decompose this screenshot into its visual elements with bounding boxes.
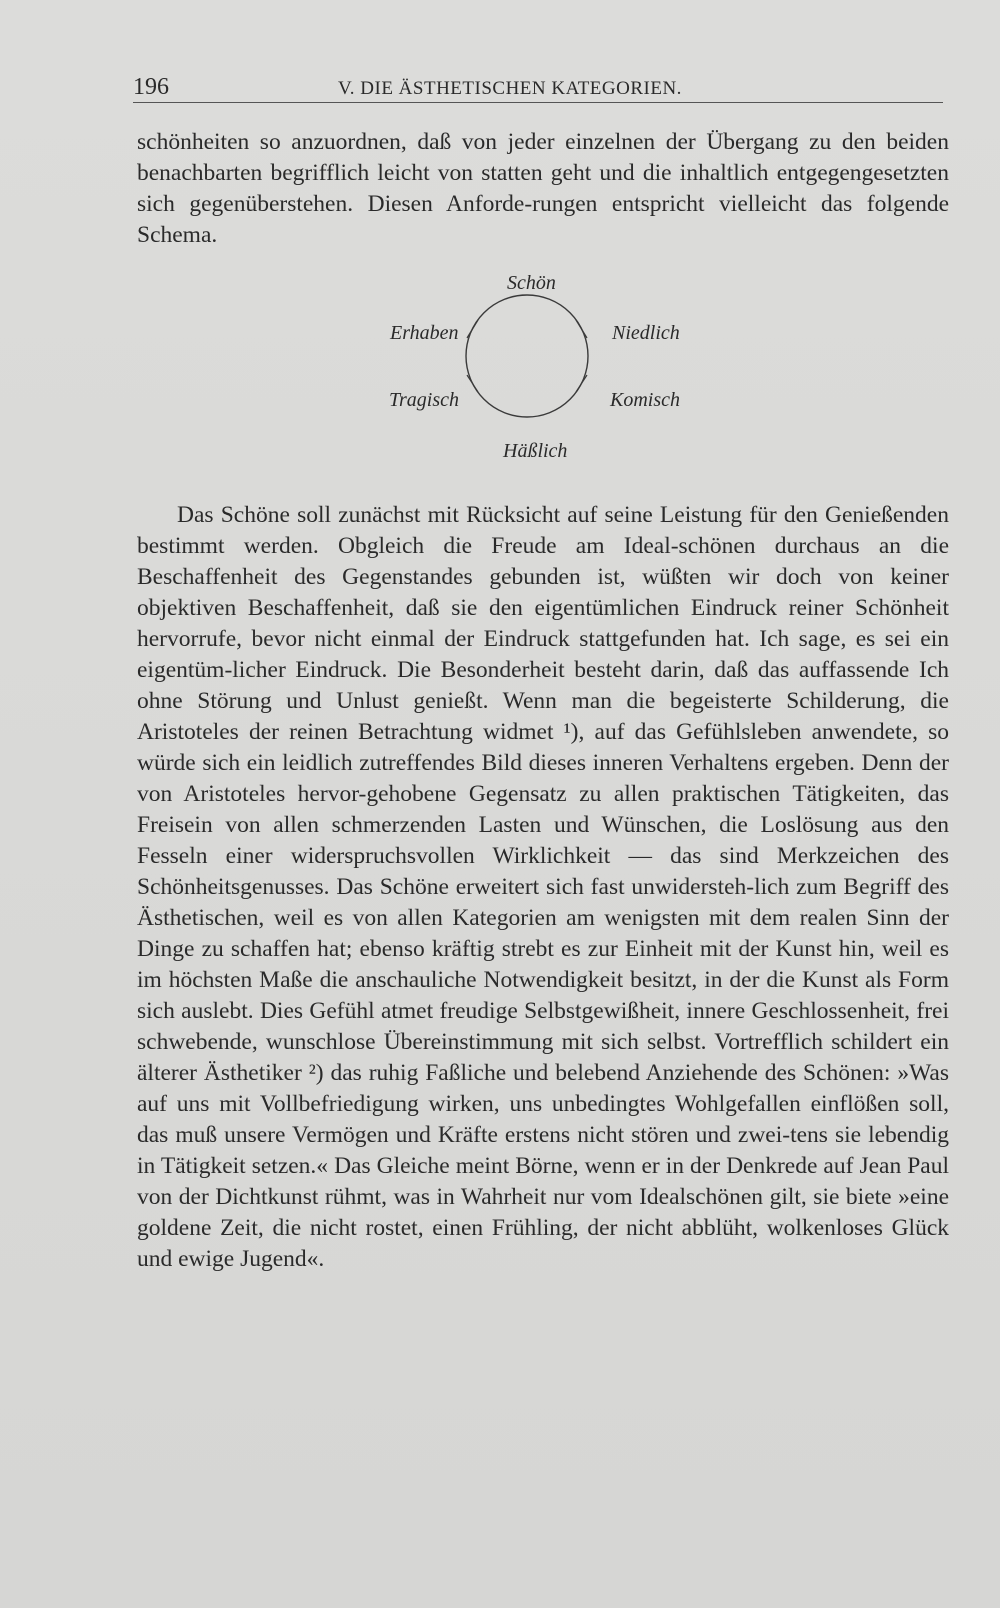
- paragraph-text: Das Schöne soll zunächst mit Rücksicht auf seine Leistung für den Genießenden bestimmt werden. Obgleich die Freude am Ideal-schönen durchaus an die Beschaffenheit des Gegenstandes gebunden ist, wüßten wir doch von keiner objektiven Beschaffenheit, daß sie den eigentümlichen Eindruck reiner Schönheit hervorrufe, bevor nicht einmal der Eindruck stattgefunden hat. Ich sage, es sei ein eigentüm-licher Eindruck. Die Besonderheit besteht darin, daß das auffassende Ich ohne Störung und Unlust genießt. Wenn man die begeisterte Schilderung, die Aristoteles der reinen Betrachtung widmet ¹), auf das Gefühlsleben anwendete, so würde sich ein leidlich zutreffendes Bild dieses inneren Verhaltens ergeben. Denn der von Aristoteles hervor-gehobene Gegensatz zu allen praktischen Tätigkeiten, das Freisein von allen schmerzenden Lasten und Wünschen, die Loslösung aus den Fesseln einer widerspruchsvollen Wirklichkeit — das sind Merkzeichen des Schönheitsgenusses. Das Schöne erweitert sich fast unwidersteh-lich zum Begriff des Ästhetischen, weil es von allen Kategorien am wenigsten mit dem realen Sinn der Dinge zu schaffen hat; ebenso kräftig strebt es zur Einheit mit der Kunst hin, weil es im höchsten Maße die anschauliche Notwendigkeit besitzt, in der die Kunst als Form sich auslebt. Dies Gefühl atmet freudige Selbstgewißheit, innere Geschlossenheit, frei schwebende, wunschlose Übereinstimmung mit sich selbst. Vortrefflich schildert ein älterer Ästhetiker ²) das ruhig Faßliche und belebend Anziehende des Schönen: »Was auf uns mit Vollbefriedigung wirken, uns unbedingtes Wohlgefallen einflößen soll, das muß unsere Vermögen und Kräfte erstens nicht stören und zwei-tens sie lebendig in Tätigkeit setzen.« Das Gleiche meint Börne, wenn er in der Denkrede auf Jean Paul von der Dichtkunst rühmt, was in Wahrheit nur vom Idealschönen gilt, sie biete »eine goldene Zeit, die nicht rostet, einen Frühling, der nicht abblüht, wolkenloses Glück und ewige Jugend«.: [137, 502, 949, 1272]
- schema-circle: [466, 295, 588, 417]
- categories-schema-diagram: [370, 272, 710, 482]
- page-header: [133, 76, 943, 103]
- connector-lower-left: [467, 375, 478, 392]
- connector-lower-right: [576, 375, 587, 392]
- connector-upper-right: [576, 320, 587, 338]
- label-haesslich: Häßlich: [503, 440, 568, 462]
- paragraph-intro: [137, 127, 949, 251]
- page-number: 196: [133, 74, 169, 100]
- label-erhaben: Erhaben: [390, 322, 459, 344]
- label-komisch: Komisch: [610, 389, 680, 411]
- paragraph-text: schönheiten so anzuordnen, daß von jeder einzelnen der Übergang zu den beiden benachbarten begrifflich leicht von statten geht und die inhaltlich entgegengesetzten sich gegenüberstehen. Diesen Anforde-rungen entspricht vielleicht das folgende Schema.: [137, 129, 949, 248]
- label-schoen: Schön: [507, 272, 556, 294]
- paragraph-main: [137, 500, 949, 1275]
- label-tragisch: Tragisch: [389, 389, 460, 411]
- running-head: V. DIE ÄSTHETISCHEN KATEGORIEN.: [338, 78, 682, 99]
- connector-upper-left: [467, 320, 478, 338]
- label-niedlich: Niedlich: [612, 322, 680, 344]
